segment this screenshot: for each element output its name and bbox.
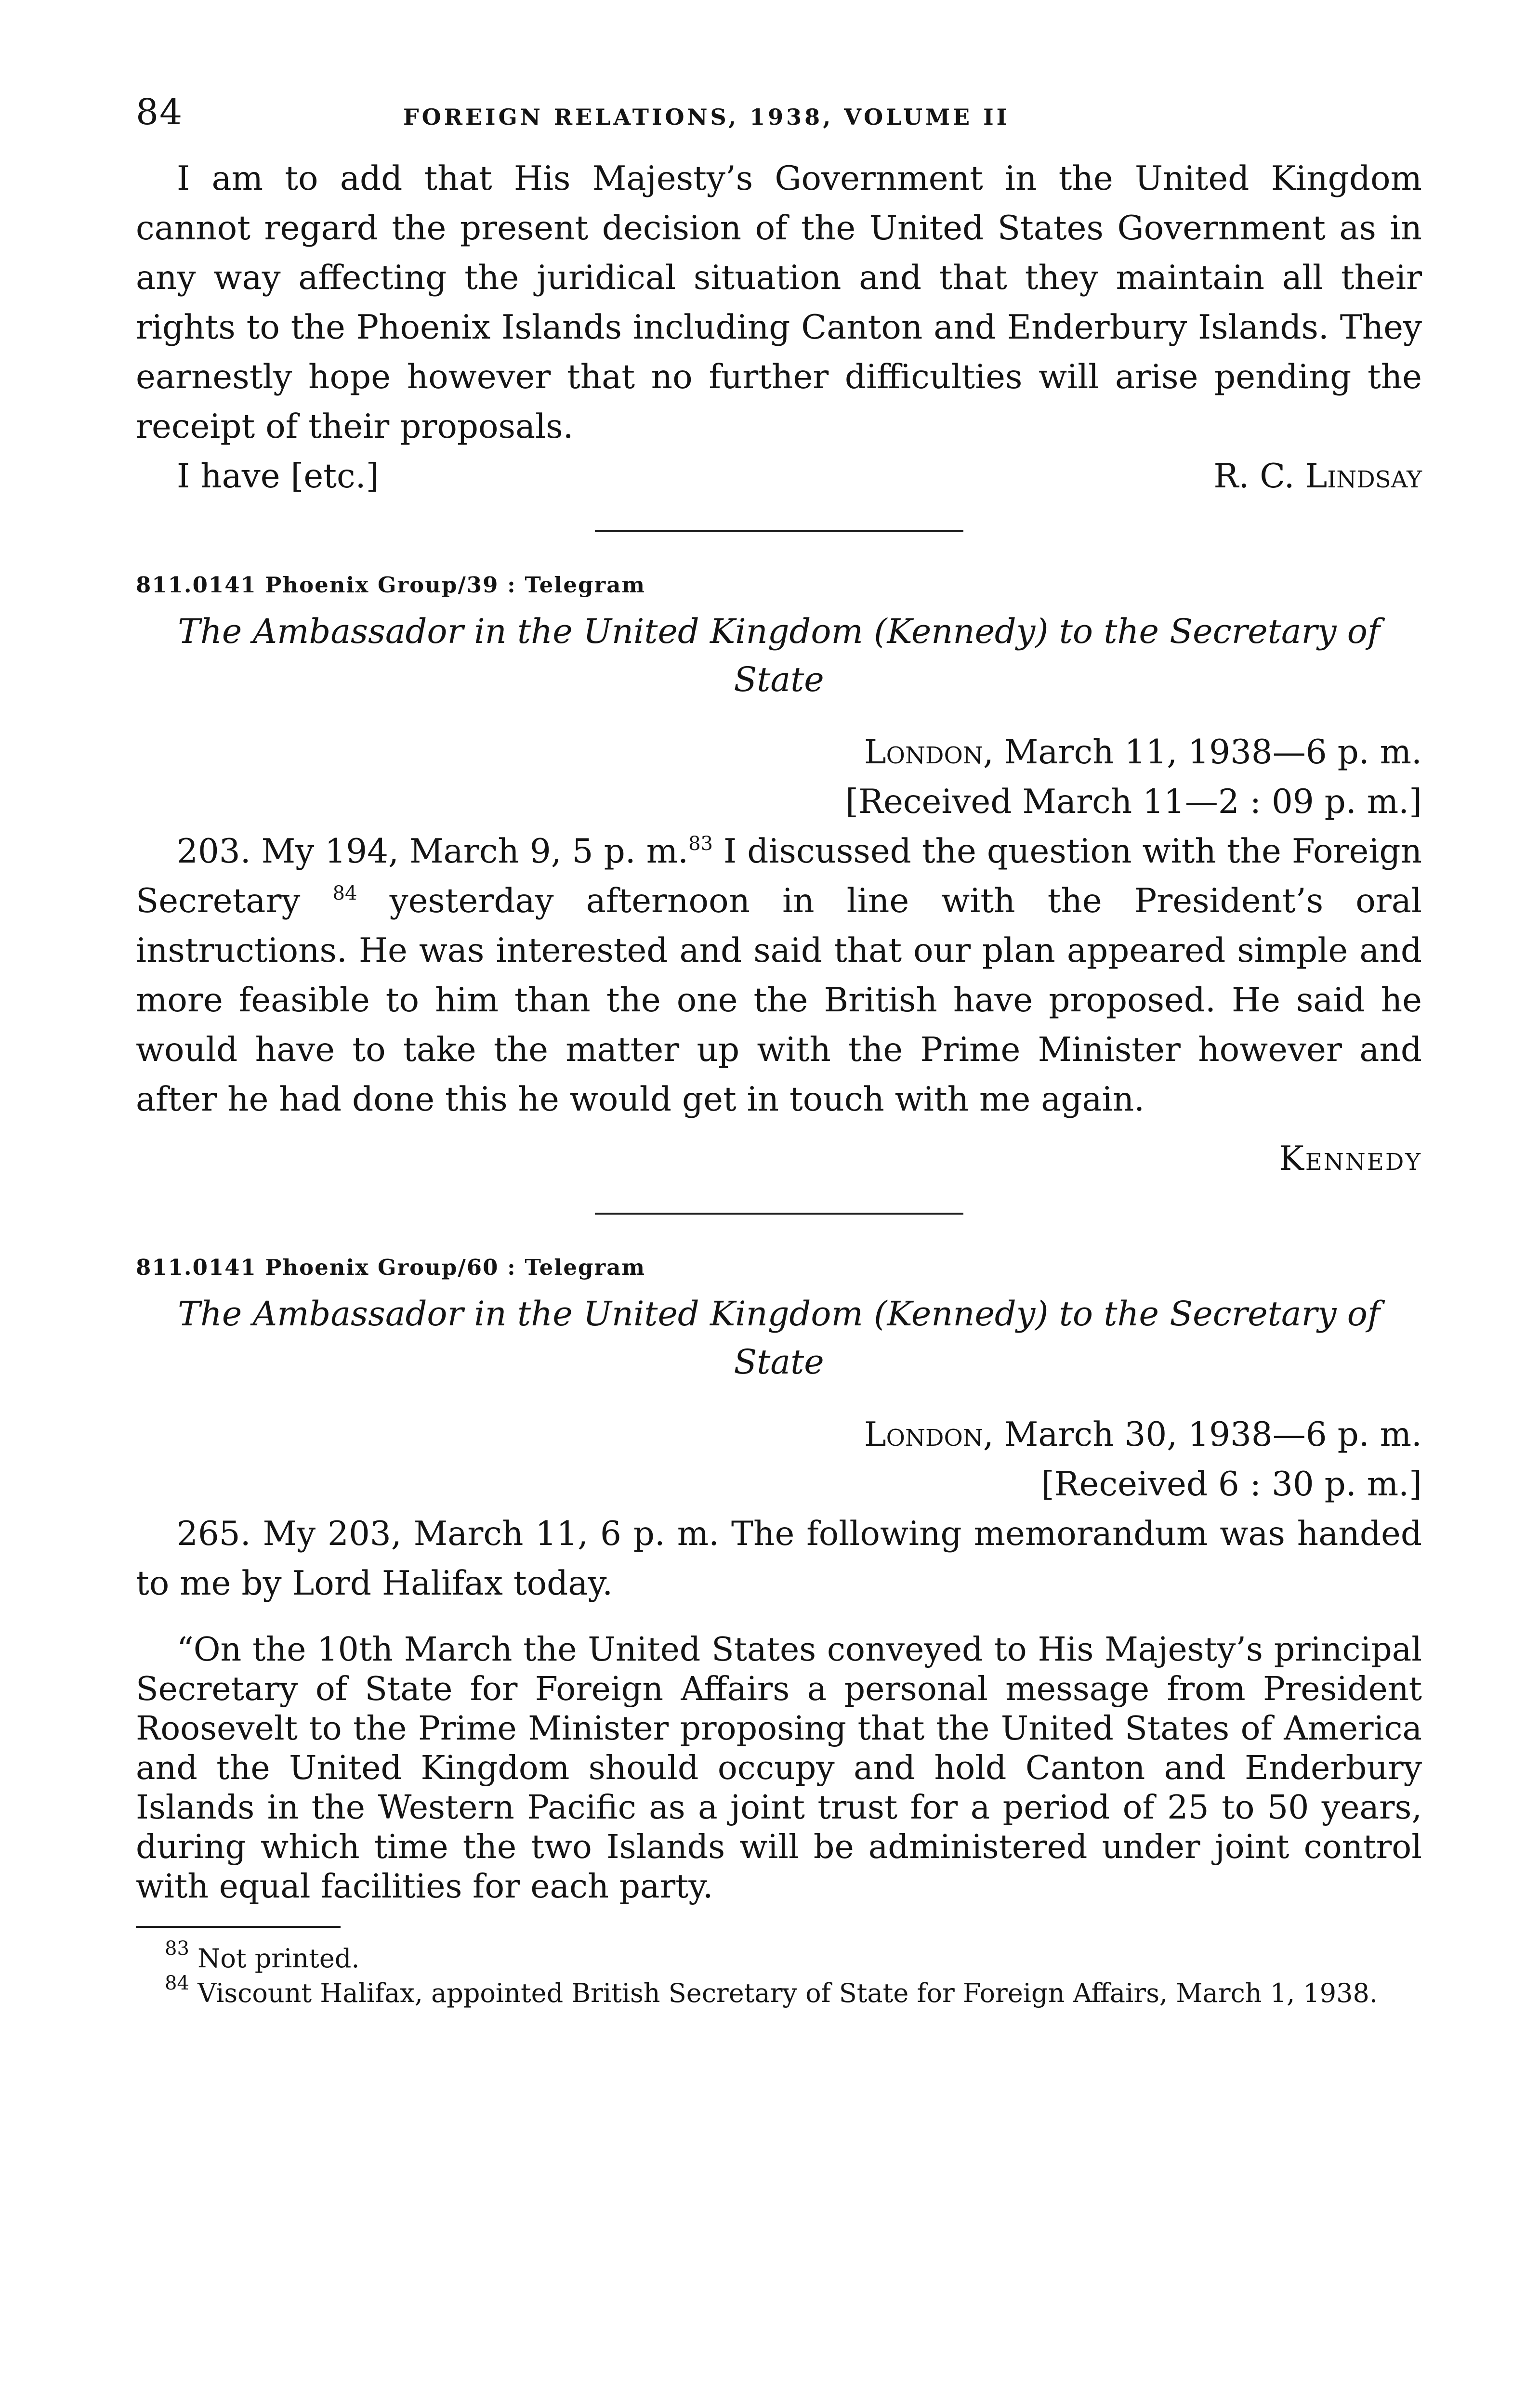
telegram-march-30 — [136, 1248, 1422, 1907]
header-title: FOREIGN RELATIONS, 1938, VOLUME II — [403, 104, 1010, 130]
footnotes — [136, 1937, 1422, 2011]
dateline-place: London — [864, 733, 983, 772]
file-reference: 811.0141 Phoenix Group/39 : Telegram — [136, 572, 645, 598]
document-title: The Ambassador in the United Kingdom (Kennedy) to the Secretary of State — [178, 1294, 1380, 1382]
document-title: The Ambassador in the United Kingdom (Kennedy) to the Secretary of State — [178, 612, 1380, 699]
footnote-83 — [136, 1937, 1422, 1976]
lindsay-signature: R. C. Lindsay — [1213, 457, 1422, 496]
received-line: [Received 6 : 30 p. m.] — [1041, 1465, 1422, 1504]
footnote-ref-83: 83 — [688, 833, 713, 855]
footnote-marker: 84 — [165, 1972, 189, 1994]
body-part-a: 203. My 194, March 9, 5 p. m. — [177, 832, 689, 871]
memorandum-quote: “On the 10th March the United States conveyed to His Majesty’s principal Secretary of State for Foreign Affairs a personal message from President Roosevelt to the Prime Minister proposing that the United States of America and the United Kingdom should occupy and hold Canton and Enderbury Islands in the Western Pacific as a joint trust for a period of 25 to 50 years, during which time the two Islands will be administered under joint control with equal facilities for each party. — [136, 1631, 1422, 1906]
document-page — [136, 87, 1422, 2011]
telegram-body: 265. My 203, March 11, 6 p. m. The following memorandum was handed to me by Lord Halifax today. — [136, 1515, 1422, 1603]
body-part-c: yesterday afternoon in line with the President’s oral instructions. He was interested and said that our plan appeared simple and more feasible to him than the one the British have proposed. He said he would have to take the matter up with the Prime Minister however and after he had done this he would get in touch with me again. — [136, 882, 1422, 1119]
telegram-body — [136, 827, 1422, 1125]
file-reference: 811.0141 Phoenix Group/60 : Telegram — [136, 1255, 645, 1280]
dateline-date: , March 11, 1938—6 p. m. — [983, 733, 1422, 772]
closing-line — [136, 452, 1422, 501]
kennedy-signature: Kennedy — [1279, 1139, 1422, 1178]
dateline — [136, 1410, 1422, 1460]
footnote-marker: 83 — [165, 1937, 189, 1960]
dateline — [136, 728, 1422, 777]
section-divider — [595, 530, 963, 532]
closing-formula: I have [etc.] — [177, 457, 379, 496]
page-number: 84 — [136, 92, 184, 133]
running-head — [136, 87, 1422, 154]
dateline-place: London — [864, 1415, 983, 1454]
opening-paragraph: I am to add that His Majesty’s Government in the United Kingdom cannot regard the present decision of the United States Government as in any way affecting the juridical situation and that they maintain all their rights to the Phoenix Islands including Canton and Enderbury Islands. They earnestly hope however that no further difficulties will arise pending the receipt of their proposals. — [136, 159, 1422, 446]
section-divider — [595, 1213, 963, 1215]
body-part-b: I discussed the question with the Foreign Secretary — [136, 832, 1422, 920]
footnote-84 — [136, 1972, 1422, 2011]
dateline-date: , March 30, 1938—6 p. m. — [983, 1415, 1422, 1454]
footnote-ref-84: 84 — [332, 882, 357, 904]
received-line: [Received March 11—2 : 09 p. m.] — [845, 783, 1422, 821]
telegram-march-11 — [136, 566, 1422, 1184]
footnote-text: Viscount Halifax, appointed British Secretary of State for Foreign Affairs, March 1, 1938. — [189, 1978, 1378, 2008]
footnote-text: Not printed. — [189, 1943, 360, 1974]
footnote-divider — [136, 1926, 341, 1928]
